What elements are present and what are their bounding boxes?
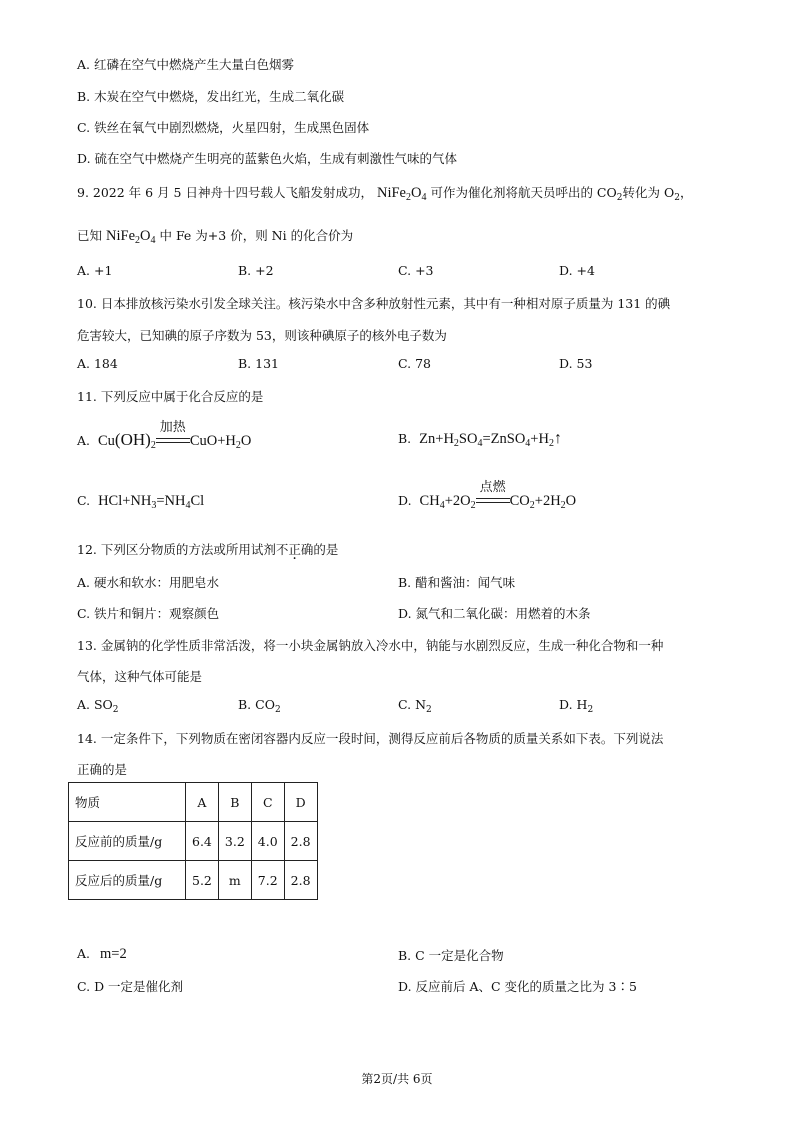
q9-stem-a: 9. 2022 年 6 月 5 日神舟十四号载人飞船发射成功， [77,185,373,200]
q12-stem-emphasis: 不正确 [275,542,314,557]
q9-formula-sub1: 2 [405,192,411,203]
q8-option-d: D. 硫在空气中燃烧产生明亮的蓝紫色火焰，生成有刺激性气味的气体 [77,151,458,166]
q11-d-t4: +2H [534,493,561,509]
table-row [69,822,318,861]
q11-a-sub: 2 [150,440,156,451]
q14-stem-line1: 14. 一定条件下，下列物质在密闭容器内反应一段时间，测得反应前后各物质的质量关系如下表。下列说法 [77,731,664,746]
q11-b-t4: +H [530,431,549,447]
q13-d-sub: 2 [587,705,594,715]
q9-co2-sub: 2 [616,193,623,203]
q9-stem-line1 [77,183,692,203]
q11-d-s4: 2 [560,500,566,511]
q14-option-b: B. C 一定是化合物 [398,948,504,963]
q10-option-c: C. 78 [398,356,431,371]
q11-a-cu: Cu [98,433,115,449]
page-footer: 第2页/共 6页 [361,1072,433,1086]
q9-formula2-sub2: 4 [150,235,156,246]
table-header-cell: 物质 [69,783,186,822]
q12-stem [77,540,338,558]
q11-a-condition [156,419,190,450]
q13-c-text: C. N [398,697,427,712]
q12-option-a: A. 硬水和软水：用肥皂水 [77,575,219,590]
q9-stem2-a: 已知 [77,228,103,243]
q11-b-t2: SO [458,431,478,447]
q11-b-t3: =ZnSO [482,431,526,447]
table-header-cell: D [284,783,317,822]
q9-formula-2 [106,228,155,244]
table-cell: 7.2 [251,861,284,900]
q13-option-d [559,697,593,715]
q9-formula [377,185,426,201]
q8-option-b: B. 木炭在空气中燃烧，发出红光，生成二氧化碳 [77,89,345,104]
q11-d-condition [476,479,510,510]
q9-formula-main: NiFe [376,185,406,201]
table-cell: m [218,861,251,900]
table-cell: 3.2 [218,822,251,861]
q12-stem-a: 12. 下列区分物质的方法或所用试剂 [77,542,276,557]
q10-option-b: B. 131 [238,356,279,371]
q11-a-label: A. [77,433,91,448]
q11-d-t1: CH [419,493,440,509]
q8-option-a: A. 红磷在空气中燃烧产生大量白色烟雾 [77,57,294,72]
q14-a-label: A. [77,946,91,961]
q11-c-t3: Cl [190,493,205,509]
table-header-cell: C [251,783,284,822]
q11-c-t1: HCl+NH [98,493,152,509]
q11-a-rhs-sub: 2 [235,440,241,451]
q11-a-oh: (OH) [114,430,151,449]
q11-a-eq-sign [156,438,190,443]
q9-option-c: C. +3 [398,263,434,278]
q11-option-b [398,430,562,449]
q11-c-label: C. [77,493,91,508]
q9-stem-line2 [77,226,353,246]
q9-formula-sub2: 4 [421,192,427,203]
q10-option-a: A. 184 [77,356,118,371]
q14-mass-table [68,782,318,900]
q13-a-text: A. SO [77,697,113,712]
q11-d-eq-sign [476,498,510,503]
q11-a-cond-text: 加热 [159,419,186,434]
q11-b-s4: 2 [548,438,554,449]
q11-c-s2: 4 [185,500,191,511]
q11-c-t2: =NH [156,493,186,509]
q13-option-b [238,697,281,715]
table-header-row [69,783,318,822]
q11-c-formula [98,493,204,509]
q11-option-a [77,419,252,451]
table-cell: 2.8 [284,822,317,861]
q12-option-c: C. 铁片和铜片：观察颜色 [77,606,220,621]
q11-a-rhs-o: O [240,433,252,449]
table-cell: 2.8 [284,861,317,900]
table-cell: 4.0 [251,822,284,861]
q11-a-rhs: CuO+H [189,433,236,449]
table-cell: 5.2 [186,861,219,900]
q10-stem-line1: 10. 日本排放核污染水引发全球关注。核污染水中含多种放射性元素，其中有一种相对原子质量为 131 的碘 [77,296,671,311]
q13-stem-line1: 13. 金属钠的化学性质非常活泼，将一小块金属钠放入冷水中，钠能与水剧烈反应，生成一种化合物和一种 [77,638,664,653]
q11-b-label: B. [398,431,412,446]
q13-b-text: B. CO [238,697,275,712]
q12-stem-b: 的是 [313,542,339,557]
q13-c-sub: 2 [426,705,432,715]
q11-b-formula [419,431,562,447]
q11-d-formula [419,479,577,511]
q9-option-d: D. +4 [559,263,595,278]
q10-stem-line2: 危害较大，已知碘的原子序数为 53，则该种碘原子的核外电子数为 [77,328,447,343]
q11-d-label: D. [398,493,412,508]
table-cell: 6.4 [186,822,219,861]
q11-option-c [77,493,204,511]
q13-d-text: D. H [559,697,588,712]
table-cell: 反应前的质量/g [69,822,186,861]
q9-formula-o: O [410,185,422,201]
q9-option-a: A. +1 [77,263,113,278]
q9-formula2-sub1: 2 [135,235,140,246]
q9-option-b: B. +2 [238,263,274,278]
q9-formula2-main: NiFe [106,228,135,244]
q11-c-s1: 3 [151,500,157,511]
table-row [69,861,318,900]
q11-d-t2: +2O [444,493,471,509]
q13-option-a [77,697,119,715]
q14-stem-line2: 正确的是 [77,762,128,777]
q11-b-gas-arrow: ↑ [553,430,562,447]
q11-d-t3: CO [509,493,530,509]
table-cell: 反应后的质量/g [69,861,186,900]
q11-d-s3: 2 [529,500,535,511]
table-header-cell: A [186,783,219,822]
q8-option-c: C. 铁丝在氧气中剧烈燃烧，火星四射，生成黑色固体 [77,120,370,135]
q11-option-d [398,479,577,511]
table-header-cell: B [218,783,251,822]
q11-d-cond-text: 点燃 [479,479,506,494]
q11-b-s3: 4 [525,438,531,449]
q11-d-s2: 2 [470,500,476,511]
q9-stem2-b: 中 Fe 为+3 价，则 Ni 的化合价为 [159,228,354,243]
q10-option-d: D. 53 [559,356,593,371]
q14-option-c: C. D 一定是催化剂 [77,979,184,994]
q12-option-b: B. 醋和酱油：闻气味 [398,575,516,590]
q14-option-a [77,946,127,963]
q9-stem-d: ， [679,185,693,200]
q11-d-s1: 4 [439,500,445,511]
q11-stem: 11. 下列反应中属于化合反应的是 [77,389,264,404]
q9-stem-c: 转化为 O [622,185,675,200]
q9-stem-b: 可作为催化剂将航天员呼出的 CO [430,185,617,200]
q13-a-sub: 2 [112,705,119,715]
q11-b-s2: 4 [477,438,483,449]
q9-formula2-o: O [140,228,151,244]
q14-a-formula: m=2 [100,946,127,962]
q14-option-d: D. 反应前后 A、C 变化的质量之比为 3∶5 [398,979,637,994]
q11-a-formula [98,419,252,451]
q9-o2-sub: 2 [674,193,680,203]
q12-option-d: D. 氮气和二氧化碳：用燃着的木条 [398,606,591,621]
q13-option-c [398,697,432,715]
q11-d-t5: O [565,493,577,509]
q11-b-s1: 2 [453,438,459,449]
q11-b-t1: Zn+H [419,431,454,447]
q13-b-sub: 2 [274,705,281,715]
q13-stem-line2: 气体，这种气体可能是 [77,669,203,684]
